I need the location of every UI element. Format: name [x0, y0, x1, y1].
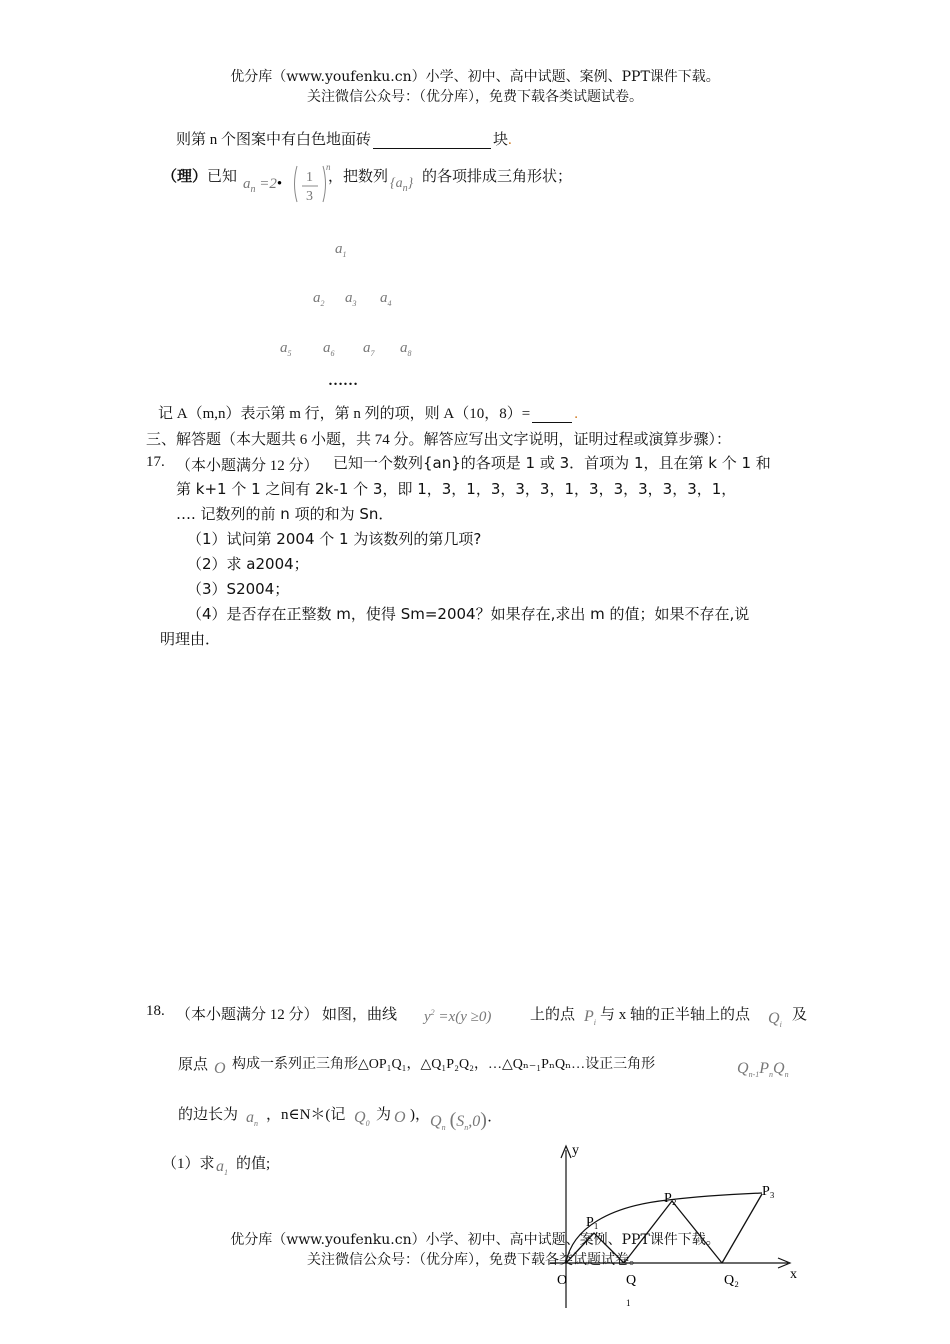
triangle-a2: $a_2$ [313, 290, 325, 308]
formula-o: O [214, 1060, 226, 1077]
formula-curve: $y^2 =x(y \ge 0)$ [424, 1008, 492, 1025]
q18-line-1c: 与 x 轴的正半轴上的点 [600, 1007, 751, 1023]
formula-qn-sn: $Q_n$ $(S_n,0)\cdot$ [430, 1109, 493, 1133]
formula-fraction [290, 160, 330, 208]
li-text-3: 的各项排成三角形状； [422, 169, 573, 185]
footer-line-2: 关注微信公众号：（优分库），免费下载各类试题试卷。 [307, 1252, 643, 1268]
label-p2: P₂ [664, 1191, 677, 1206]
label-y: y [572, 1143, 579, 1158]
triangle-a1: $a_1$ [335, 241, 347, 259]
svg-text:1: 1 [306, 170, 313, 185]
triangle-a8: $a_8$ [400, 340, 412, 358]
q17-line-2: 第 k+1 个 1 之间有 2k-1 个 3，即 1，3，1，3，3，3，1，3，3，3，3，3，1， [176, 480, 737, 498]
answer-blank-tiles[interactable] [373, 133, 491, 149]
formula-an-side: $a_n$ [246, 1109, 258, 1129]
triangle-a7: $a_7$ [363, 340, 375, 358]
formula-triangle-n: $Q_{n-1}P_nQ_n$ [737, 1060, 789, 1080]
tiles-question: 则第 n 个图案中有白色地面砖 块. [176, 132, 512, 148]
triangle-a3: $a_3$ [345, 290, 357, 308]
q18-line-2b: 构成一系列正三角形△OP₁Q₁，△Q₁P₂Q₂，…△Qₙ₋₁PₙQₙ…设正三角形 [232, 1057, 656, 1072]
q18-line-3c: 为 [376, 1107, 392, 1123]
q18-number: 18. [146, 1003, 165, 1019]
footer-line-1: 优分库（www.youfenku.cn）小学、初中、高中试题、案例、PPT课件下载。 [230, 1232, 720, 1248]
svg-text:3: 3 [306, 189, 313, 204]
q18-line-1a: 如图，曲线 [322, 1007, 398, 1023]
q18-line-3d: )， [410, 1107, 430, 1123]
q18-line-1d: 及 [792, 1007, 808, 1023]
q18-line-3a: 的边长为 [178, 1107, 239, 1123]
q17-sub-1: （1）试问第 2004 个 1 为该数列的第几项? [187, 530, 482, 548]
formula-seq-an: $\{a_n\}$ [390, 176, 414, 194]
label-origin: O [557, 1273, 568, 1288]
formula-pi: $P_i$ [584, 1008, 597, 1028]
formula-o2: O [394, 1109, 406, 1126]
record-question: 记 A（m,n）表示第 m 行，第 n 列的项，则 A（10，8）= . [158, 406, 578, 422]
label-p3: P₃ [762, 1184, 775, 1199]
q18-line-3b: ，n∈N＊(记 [266, 1107, 346, 1123]
label-q1: Q [626, 1273, 637, 1288]
li-question: （理）已知 [162, 169, 238, 185]
q17-sub-4: （4）是否存在正整数 m，使得 Sm=2004？如果存在,求出 m 的值；如果不存在,说 [187, 605, 750, 623]
label-x: x [790, 1267, 797, 1282]
q17-score: （本小题满分 12 分） [176, 458, 319, 474]
triangle-a5: $a_5$ [280, 340, 292, 358]
section-title: 三、解答题（本大题共 6 小题，共 74 分。解答应写出文字说明，证明过程或演算步骤）： [146, 432, 732, 448]
label-q2: Q₂ [724, 1273, 739, 1288]
formula-an: $a_n$ =2• [243, 176, 283, 195]
q18-score: （本小题满分 12 分） [176, 1007, 319, 1023]
q18-sub-1: （1）求 [162, 1156, 215, 1172]
q17-sub-4-line-2: 明理由． [160, 630, 221, 648]
label-p1: P₁ [586, 1215, 599, 1230]
q17-sub-3: （3）S2004； [187, 580, 290, 598]
q17-line-1: 已知一个数列{an}的各项是 1 或 3．首项为 1，且在第 k 个 1 和 [333, 454, 771, 472]
q17-number: 17. [146, 454, 165, 470]
formula-q0: $Q_0$ [354, 1109, 370, 1129]
q18-sub-1b: 的值; [236, 1156, 271, 1172]
li-text-2: ，把数列 [328, 169, 389, 185]
triangle-ellipsis: …… [328, 373, 358, 389]
q18-line-1b: 上的点 [530, 1007, 576, 1023]
header-line-2: 关注微信公众号：（优分库），免费下载各类试题试卷。 [307, 89, 643, 105]
equilateral-triangles-figure [540, 1138, 820, 1314]
label-small-1: 1 [626, 1298, 631, 1308]
triangle-a4: $a_4$ [380, 290, 392, 308]
svg-text:n: n [326, 162, 331, 172]
answer-blank-a108[interactable] [532, 407, 572, 423]
triangle-a6: $a_6$ [323, 340, 335, 358]
q17-line-3: …. 记数列的前 n 项的和为 Sn． [176, 505, 394, 523]
formula-a1: $a_1$ [216, 1158, 228, 1178]
q18-line-2a: 原点 [178, 1057, 209, 1073]
q17-sub-2: （2）求 a2004； [187, 555, 309, 573]
formula-qi: $Q_i$ [768, 1010, 782, 1030]
header-line-1: 优分库（www.youfenku.cn）小学、初中、高中试题、案例、PPT课件下载。 [230, 69, 720, 85]
